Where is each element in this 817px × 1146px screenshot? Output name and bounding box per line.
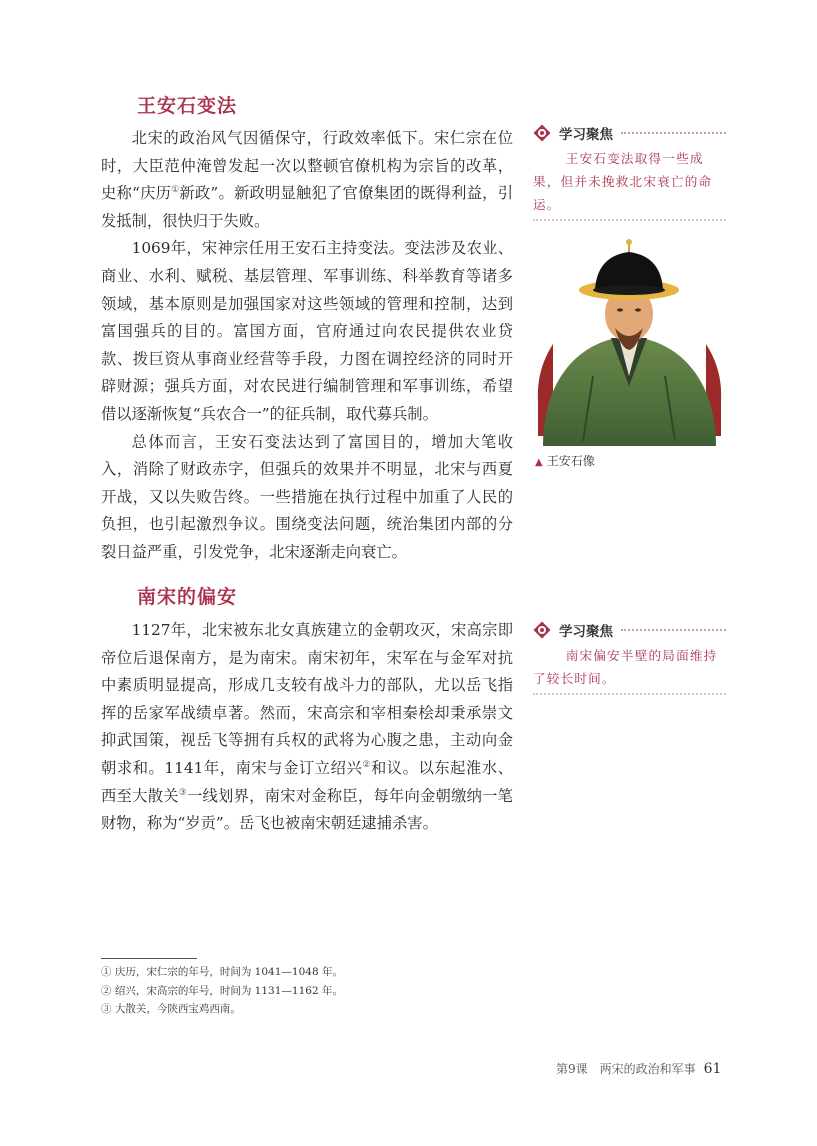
footnote-marker-3[interactable]: ③ [178, 787, 187, 798]
paragraph-text: 1127年，北宋被东北女真族建立的金朝攻灭，宋高宗即帝位后退保南方，是为南宋。南宋初年，宋军在与金军对抗中素质明显提高，形成几支较有战斗力的部队，尤以岳飞指挥的岳家军战绩卓著。然而，宋高宗和宰相秦桧却秉承崇文抑武国策，视岳飞等拥有兵权的武将为心腹之患，主动向金朝求和。1141年，南宋与金订立绍兴 [101, 621, 513, 777]
study-focus-box-2 [533, 620, 726, 695]
footnotes [101, 963, 343, 1019]
focus-diamond-icon [533, 621, 551, 639]
section-title-wanganshi-reform: 王安石变法 [137, 95, 238, 117]
study-focus-title: 学习聚焦 [559, 624, 613, 640]
focus-diamond-icon [533, 124, 551, 142]
lesson-title: 第9课 两宋的政治和军事 [556, 1062, 696, 1076]
footnote-1: ① 庆历，宋仁宗的年号，时间为 1041—1048 年。 [101, 966, 343, 978]
dotted-divider [621, 629, 726, 631]
footnote-marker-2[interactable]: ② [362, 759, 371, 770]
footnote-3: ③ 大散关，今陕西宝鸡西南。 [101, 1003, 241, 1015]
study-focus-header [533, 620, 726, 640]
section-title-southern-song: 南宋的偏安 [137, 586, 238, 608]
wanganshi-portrait-image [533, 236, 726, 446]
page-number: 61 [703, 1061, 722, 1077]
dotted-divider [621, 132, 726, 134]
study-focus-box-1 [533, 123, 726, 221]
section1-paragraph-2: 1069年，宋神宗任用王安石主持变法。变法涉及农业、商业、水利、赋税、基层管理、军事训练、科举教育等诸多领域，基本原则是加强国家对这些领域的管理和控制，达到富国强兵的目的。富国方面，官府通过向农民提供农业贷款、拨巨资从事商业经营等手段，力图在调控经济的同时开辟财源；强兵方面，对农民进行编制管理和军事训练，希望借以逐渐恢复“兵农合一”的征兵制，取代募兵制。 [101, 239, 513, 423]
paragraph-text: 北宋的政治风气因循保守，行政效率低下。宋仁宗在位时，大臣范仲淹曾发起一次以整顿官僚机构为宗旨的改革，史称“庆历 [101, 129, 513, 203]
portrait-caption [535, 452, 595, 469]
section1-body [101, 125, 513, 567]
study-focus-header [533, 123, 726, 143]
page-footer [556, 1060, 721, 1077]
study-focus-text: 王安石变法取得一些成果，但并未挽救北宋衰亡的命运。 [533, 147, 726, 221]
study-focus-text: 南宋偏安半壁的局面维持了较长时间。 [533, 644, 726, 695]
footnote-marker-1[interactable]: ① [171, 185, 180, 196]
paragraph-text: 一线划界，南宋对金称臣，每年向金朝缴纳一笔财物，称为“岁贡”。岳飞也被南宋朝廷逮捕杀害。 [101, 786, 513, 833]
section2-paragraph-1 [101, 617, 513, 838]
section2-body [101, 617, 513, 838]
triangle-icon: ▲ [535, 457, 543, 468]
section1-paragraph-3: 总体而言，王安石变法达到了富国目的，增加大笔收入，消除了财政赤字，但强兵的效果并不明显，北宋与西夏开战，又以失败告终。一些措施在执行过程中加重了人民的负担，也引起激烈争议。围绕变法问题，统治集团内部的分裂日益严重，引发党争，北宋逐渐走向衰亡。 [101, 432, 513, 561]
study-focus-title: 学习聚焦 [559, 127, 613, 143]
section1-paragraph-1 [101, 125, 513, 235]
footnote-2: ② 绍兴，宋高宗的年号，时间为 1131—1162 年。 [101, 984, 343, 997]
footnote-rule [101, 958, 197, 959]
paragraph-text: 和议。以东起淮水、西至大散关 [101, 758, 513, 805]
portrait-caption-text: 王安石像 [546, 454, 595, 468]
paragraph-text: 新政”。新政明显触犯了官僚集团的既得利益，引发抵制，很快归于失败。 [101, 184, 513, 230]
